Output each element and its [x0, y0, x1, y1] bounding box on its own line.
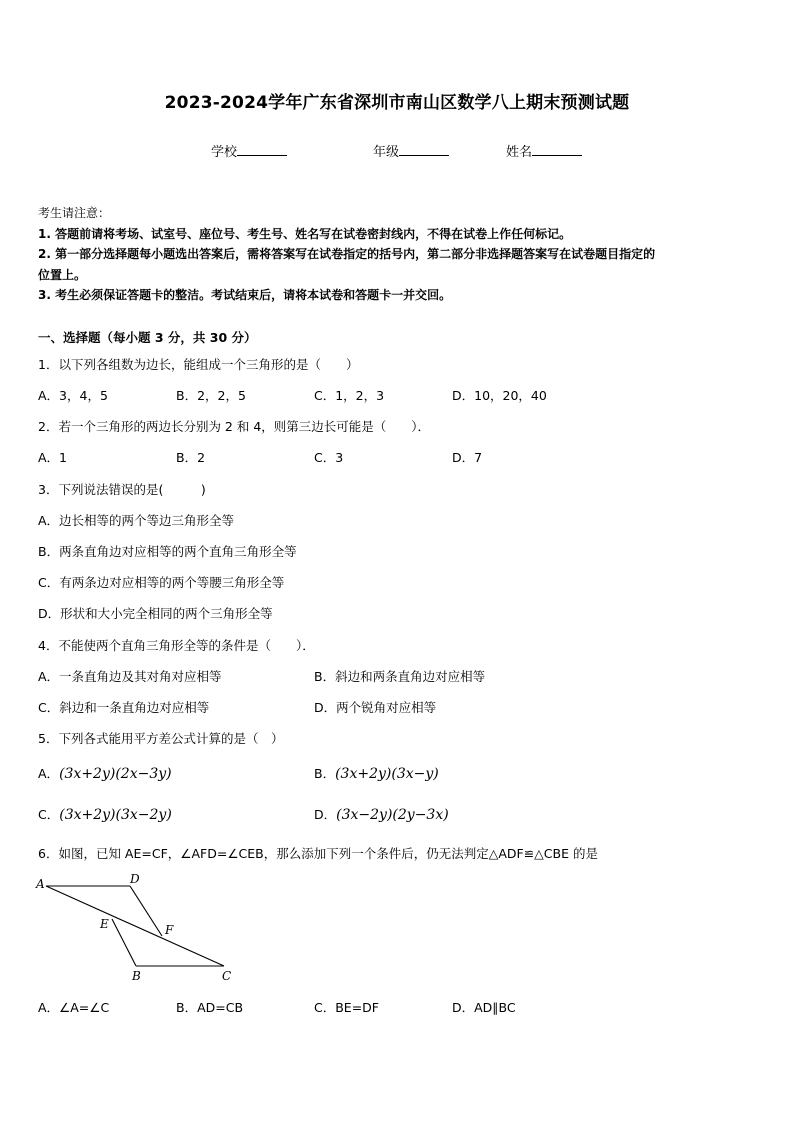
point-c-label: C — [222, 969, 232, 983]
section-heading: 一、选择题（每小题 3 分，共 30 分） — [38, 330, 257, 345]
name-label: 姓名 — [506, 145, 533, 160]
question-6-option-a[interactable]: A．∠A=∠C — [38, 1000, 110, 1015]
figure-lines — [46, 886, 224, 966]
notice-heading: 考生请注意： — [38, 206, 111, 220]
question-3-option-a[interactable]: A．边长相等的两个等边三角形全等 — [38, 513, 235, 528]
notice-item-1: 1. 答题前请将考场、试室号、座位号、考生号、姓名写在试卷密封线内，不得在试卷上作任何标记。 — [38, 226, 572, 241]
option-d-expression: (3x−2y)(2y−3x) — [336, 807, 449, 823]
notice-item-3: 3. 考生必须保证答题卡的整洁。考试结束后，请将本试卷和答题卡一并交回。 — [38, 288, 452, 302]
question-4-option-b[interactable]: B．斜边和两条直角边对应相等 — [314, 669, 486, 684]
question-3-stem: 3．下列说法错误的是( ) — [38, 482, 206, 497]
question-6-figure — [34, 868, 244, 988]
question-6-option-c[interactable]: C．BE=DF — [314, 1000, 379, 1015]
question-2-option-c[interactable]: C．3 — [314, 450, 344, 465]
point-f-label: F — [165, 923, 174, 937]
school-label: 学校 — [211, 145, 238, 160]
notice-item-2-cont: 位置上。 — [38, 267, 87, 282]
point-e-label: E — [100, 917, 109, 931]
question-3-option-d[interactable]: D．形状和大小完全相同的两个三角形全等 — [38, 606, 273, 621]
name-blank[interactable] — [532, 143, 582, 156]
question-1-option-b[interactable]: B．2，2，5 — [176, 388, 246, 403]
name-field[interactable] — [506, 141, 582, 160]
question-4-option-a[interactable]: A．一条直角边及其对角对应相等 — [38, 669, 222, 684]
option-a-expression: (3x+2y)(2x−3y) — [59, 766, 172, 782]
question-1-stem: 1．以下列各组数为边长，能组成一个三角形的是（ ） — [38, 357, 359, 372]
grade-label: 年级 — [373, 145, 400, 160]
question-5-option-d[interactable] — [314, 805, 449, 823]
point-d-label: D — [130, 872, 140, 886]
exam-notice — [38, 203, 763, 306]
question-6-option-d[interactable]: D．AD∥BC — [452, 1000, 516, 1015]
point-a-label: A — [36, 877, 45, 891]
question-4-option-c[interactable]: C．斜边和一条直角边对应相等 — [38, 700, 210, 715]
question-3-option-b[interactable]: B．两条直角边对应相等的两个直角三角形全等 — [38, 544, 297, 559]
question-2-option-d[interactable]: D．7 — [452, 450, 483, 465]
option-b-expression: (3x+2y)(3x−y) — [335, 766, 439, 782]
notice-item-2: 2. 第一部分选择题每小题选出答案后，需将答案写在试卷指定的括号内，第二部分非选择题答案写在试卷题目指定的 — [38, 247, 656, 261]
segment-df — [130, 886, 162, 936]
segment-eb — [112, 919, 136, 966]
option-b-label: B． — [314, 766, 336, 781]
question-5-stem: 5．下列各式能用平方差公式计算的是（ ） — [38, 731, 284, 746]
question-1-option-a[interactable]: A．3，4，5 — [38, 388, 108, 403]
question-5-option-b[interactable] — [314, 764, 439, 782]
question-6-stem: 6．如图，已知 AE=CF，∠AFD=∠CEB，那么添加下列一个条件后，仍无法判定△ADF≌△CBE 的是 — [38, 846, 598, 861]
question-2-option-a[interactable]: A．1 — [38, 450, 68, 465]
segment-ac — [46, 886, 224, 966]
grade-blank[interactable] — [399, 143, 449, 156]
question-2-stem: 2．若一个三角形的两边长分别为 2 和 4，则第三边长可能是（ ）． — [38, 419, 431, 434]
question-6-option-b[interactable]: B．AD=CB — [176, 1000, 244, 1015]
question-4-stem: 4．不能使两个直角三角形全等的条件是（ ）． — [38, 638, 315, 653]
question-1-option-c[interactable]: C．1，2，3 — [314, 388, 385, 403]
option-a-label: A． — [38, 766, 60, 781]
question-2-option-b[interactable]: B．2 — [176, 450, 206, 465]
question-4-option-d[interactable]: D．两个锐角对应相等 — [314, 700, 437, 715]
grade-field[interactable] — [373, 141, 449, 160]
page-title: 2023-2024学年广东省深圳市南山区数学八上期末预测试题 — [164, 93, 630, 113]
question-1-option-d[interactable]: D．10，20，40 — [452, 388, 547, 403]
option-c-label: C． — [38, 807, 60, 822]
option-c-expression: (3x+2y)(3x−2y) — [59, 807, 172, 823]
question-5-option-c[interactable] — [38, 805, 172, 823]
question-5-option-a[interactable] — [38, 764, 172, 782]
option-d-label: D． — [314, 807, 337, 822]
school-blank[interactable] — [237, 143, 287, 156]
school-field[interactable] — [211, 141, 287, 160]
point-b-label: B — [132, 969, 141, 983]
question-3-option-c[interactable]: C．有两条边对应相等的两个等腰三角形全等 — [38, 575, 285, 590]
